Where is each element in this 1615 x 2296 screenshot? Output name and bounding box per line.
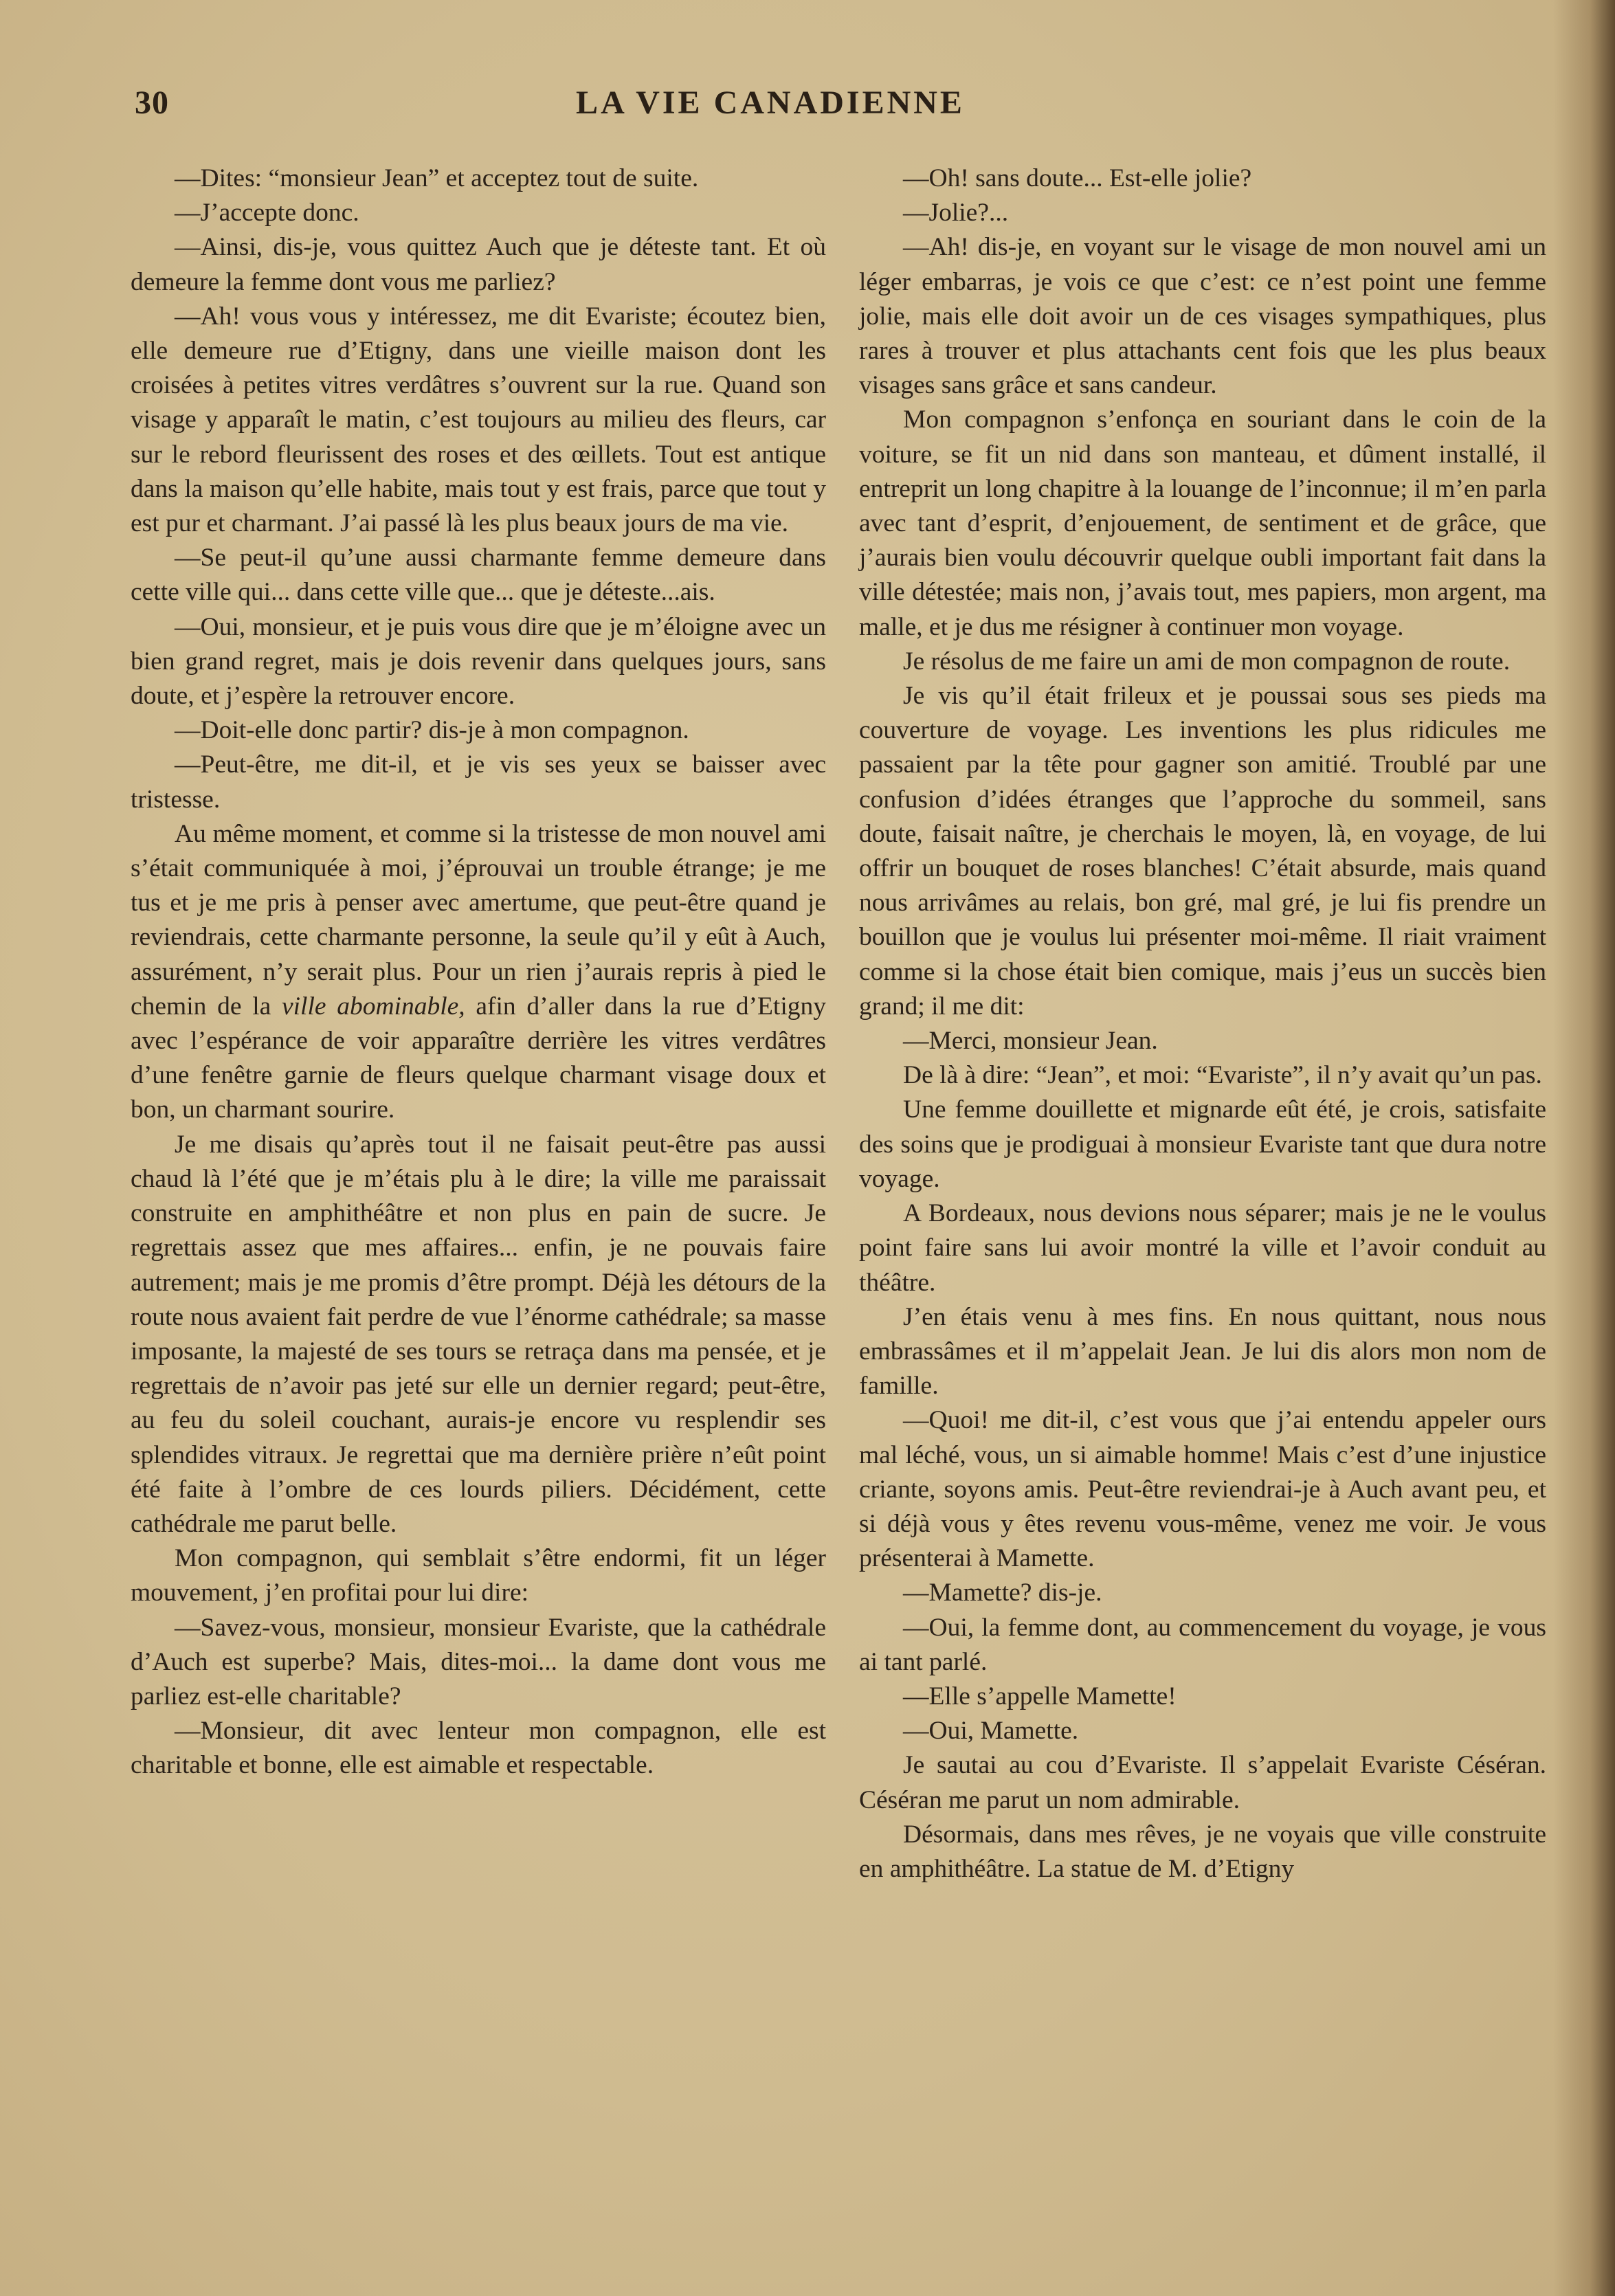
binding-shadow xyxy=(1553,0,1615,2296)
left-column xyxy=(131,161,826,1783)
paragraph: —Monsieur, dit avec lenteur mon compagnon, elle est charitable et bonne, elle est aimable et respectable. xyxy=(131,1717,826,1780)
paragraph: Mon compagnon, qui semblait s’être endormi, fit un léger mouvement, j’en profitai pour lui dire: xyxy=(131,1544,826,1607)
paragraph: Je résolus de me faire un ami de mon compagnon de route. xyxy=(903,647,1511,676)
paragraph: —J’accepte donc. xyxy=(175,199,359,227)
paragraph-text: afin d’aller dans la rue d’Etigny avec l’espérance de voir apparaître derrière les vitres verdâtres d’une fenêtre garnie de fleurs quelque charmant visage doux et bon, un charmant sourire. xyxy=(131,992,826,1124)
paragraph xyxy=(131,817,826,1128)
paragraph: —Oui, monsieur, et je puis vous dire que je m’éloigne avec un bien grand regret, mais je dois revenir dans quelques jours, sans doute, et j’espère la retrouver encore. xyxy=(131,612,826,711)
paragraph: Je sautai au cou d’Evariste. Il s’appelait Evariste Céséran. Céséran me parut un nom admirable. xyxy=(859,1751,1546,1814)
paragraph: —Peut-être, me dit-il, et je vis ses yeux se baisser avec tristesse. xyxy=(131,750,826,814)
paragraph: Désormais, dans mes rêves, je ne voyais que ville construite en amphithéâtre. La statue de M. d’Etigny xyxy=(859,1820,1546,1883)
paragraph: J’en étais venu à mes fins. En nous quittant, nous nous embrassâmes et il m’appelait Jean. Je lui dis alors mon nom de famille. xyxy=(859,1302,1546,1401)
paragraph: —Ah! vous vous y intéressez, me dit Evariste; écoutez bien, elle demeure rue d’Etigny, dans une vieille maison dont les croisées à petites vitres verdâtres s’ouvrent sur la rue. Quand son visage y apparaît le matin, c’est toujours au milieu des fleurs, car sur le rebord fleurissent des roses et des œillets. Tout est antique dans la maison qu’elle habite, mais tout y est frais, parce que tout y est pur et charmant. J’ai passé là les plus beaux jours de ma vie. xyxy=(131,302,826,538)
paragraph: —Oui, Mamette. xyxy=(903,1717,1079,1746)
paragraph: —Mamette? dis-je. xyxy=(903,1579,1102,1607)
emphasis-text: ville abominable, xyxy=(281,992,465,1021)
page-number: 30 xyxy=(135,85,169,121)
paragraph: —Doit-elle donc partir? dis-je à mon compagnon. xyxy=(175,716,689,745)
paragraph: —Oui, la femme dont, au commencement du voyage, je vous ai tant parlé. xyxy=(859,1613,1546,1676)
paragraph-text: Au même moment, et comme si la tristesse de mon nouvel ami s’était communiquée à moi, j’éprouvai un trouble étrange; je me tus et je me pris à penser avec amertume, que peut-être quand je reviendrais, cette charmante personne, la seule qu’il y eût à Auch, assurément, n’y serait plus. Pour un rien j’aurais repris à pied le chemin de la xyxy=(131,819,826,1021)
paragraph: Une femme douillette et mignarde eût été, je crois, satisfaite des soins que je prodiguai à monsieur Evariste tant que dura notre voyage. xyxy=(859,1095,1546,1193)
right-column xyxy=(859,161,1546,1886)
paragraph: De là à dire: “Jean”, et moi: “Evariste”, il n’y avait qu’un pas. xyxy=(903,1061,1542,1090)
paragraph: —Savez-vous, monsieur, monsieur Evariste, que la cathédrale d’Auch est superbe? Mais, dites-moi... la dame dont vous me parliez est-elle charitable? xyxy=(131,1613,826,1710)
paragraph: —Quoi! me dit-il, c’est vous que j’ai entendu appeler ours mal léché, vous, un si aimable homme! Mais c’est d’une injustice criante, soyons amis. Peut-être reviendrai-je à Auch avant peu, et si déjà vous y êtes revenu vous-même, venez me voir. Je vous présenterai à Mamette. xyxy=(859,1406,1546,1573)
running-title: LA VIE CANADIENNE xyxy=(576,85,965,121)
paragraph: —Oh! sans doute... Est-elle jolie? xyxy=(903,164,1252,192)
paragraph: —Jolie?... xyxy=(903,199,1009,227)
paragraph: Mon compagnon s’enfonça en souriant dans le coin de la voiture, se fit un nid dans son manteau, et dûment installé, il entreprit un long chapitre à la louange de l’inconnue; il m’en parla avec tant d’esprit, d’enjouement, de sentiment et de grâce, que j’aurais bien voulu découvrir quelque oubli important fait dans la ville détestée; mais non, j’avais tout, mes papiers, mon argent, ma malle, et je dus me résigner à continuer mon voyage. xyxy=(859,405,1546,641)
paragraph: —Merci, monsieur Jean. xyxy=(903,1027,1158,1056)
paragraph: —Elle s’appelle Mamette! xyxy=(903,1682,1177,1710)
paragraph: Je vis qu’il était frileux et je poussai sous ses pieds ma couverture de voyage. Les inventions les plus ridicules me passaient par la tête pour gagner son amitié. Troublé par une confusion d’idées étranges que l’approche du sommeil, sans doute, faisait naître, je cherchais le moyen, là, en voyage, de lui offrir un bouquet de roses blanches! C’était absurde, mais quand nous arrivâmes au relais, bon gré, mal gré, je lui fis prendre un bouillon que je voulus lui présenter moi-même. Il riait vraiment comme si la chose était bien comique, mais j’eus un succès bien grand; il me dit: xyxy=(859,682,1546,1021)
paragraph: —Ah! dis-je, en voyant sur le visage de mon nouvel ami un léger embarras, je vois ce que c’est: ce n’est point une femme jolie, mais elle doit avoir un de ces visages sympathiques, plus rares à trouver et plus attachants cent fois que les plus beaux visages sans grâce et sans candeur. xyxy=(859,233,1546,400)
paragraph: —Dites: “monsieur Jean” et acceptez tout de suite. xyxy=(175,164,699,192)
paragraph: Je me disais qu’après tout il ne faisait peut-être pas aussi chaud là l’été que je m’étais plu à le dire; la ville me paraissait construite en amphithéâtre et non plus en pain de sucre. Je regrettais assez que mes affaires... enfin, je ne pouvais faire autrement; mais je me promis d’être prompt. Déjà les détours de la route nous avaient fait perdre de vue l’énorme cathédrale; sa masse imposante, la majesté de ses tours se retraça dans ma pensée, et je regrettais de n’avoir pas jeté sur elle un dernier regard; peut-être, au feu du soleil couchant, aurais-je encore vu resplendir ses splendides vitraux. Je regrettai que ma dernière prière n’eût point été faite à l’ombre de ces lourds piliers. Décidément, cette cathédrale me parut belle. xyxy=(131,1130,826,1538)
page-header xyxy=(135,84,1406,132)
paragraph: A Bordeaux, nous devions nous séparer; mais je ne le voulus point faire sans lui avoir montré la ville et l’avoir conduit au théâtre. xyxy=(859,1199,1546,1297)
paragraph: —Ainsi, dis-je, vous quittez Auch que je déteste tant. Et où demeure la femme dont vous me parliez? xyxy=(131,233,826,296)
paragraph: —Se peut-il qu’une aussi charmante femme demeure dans cette ville qui... dans cette ville que... que je déteste...ais. xyxy=(131,544,826,607)
